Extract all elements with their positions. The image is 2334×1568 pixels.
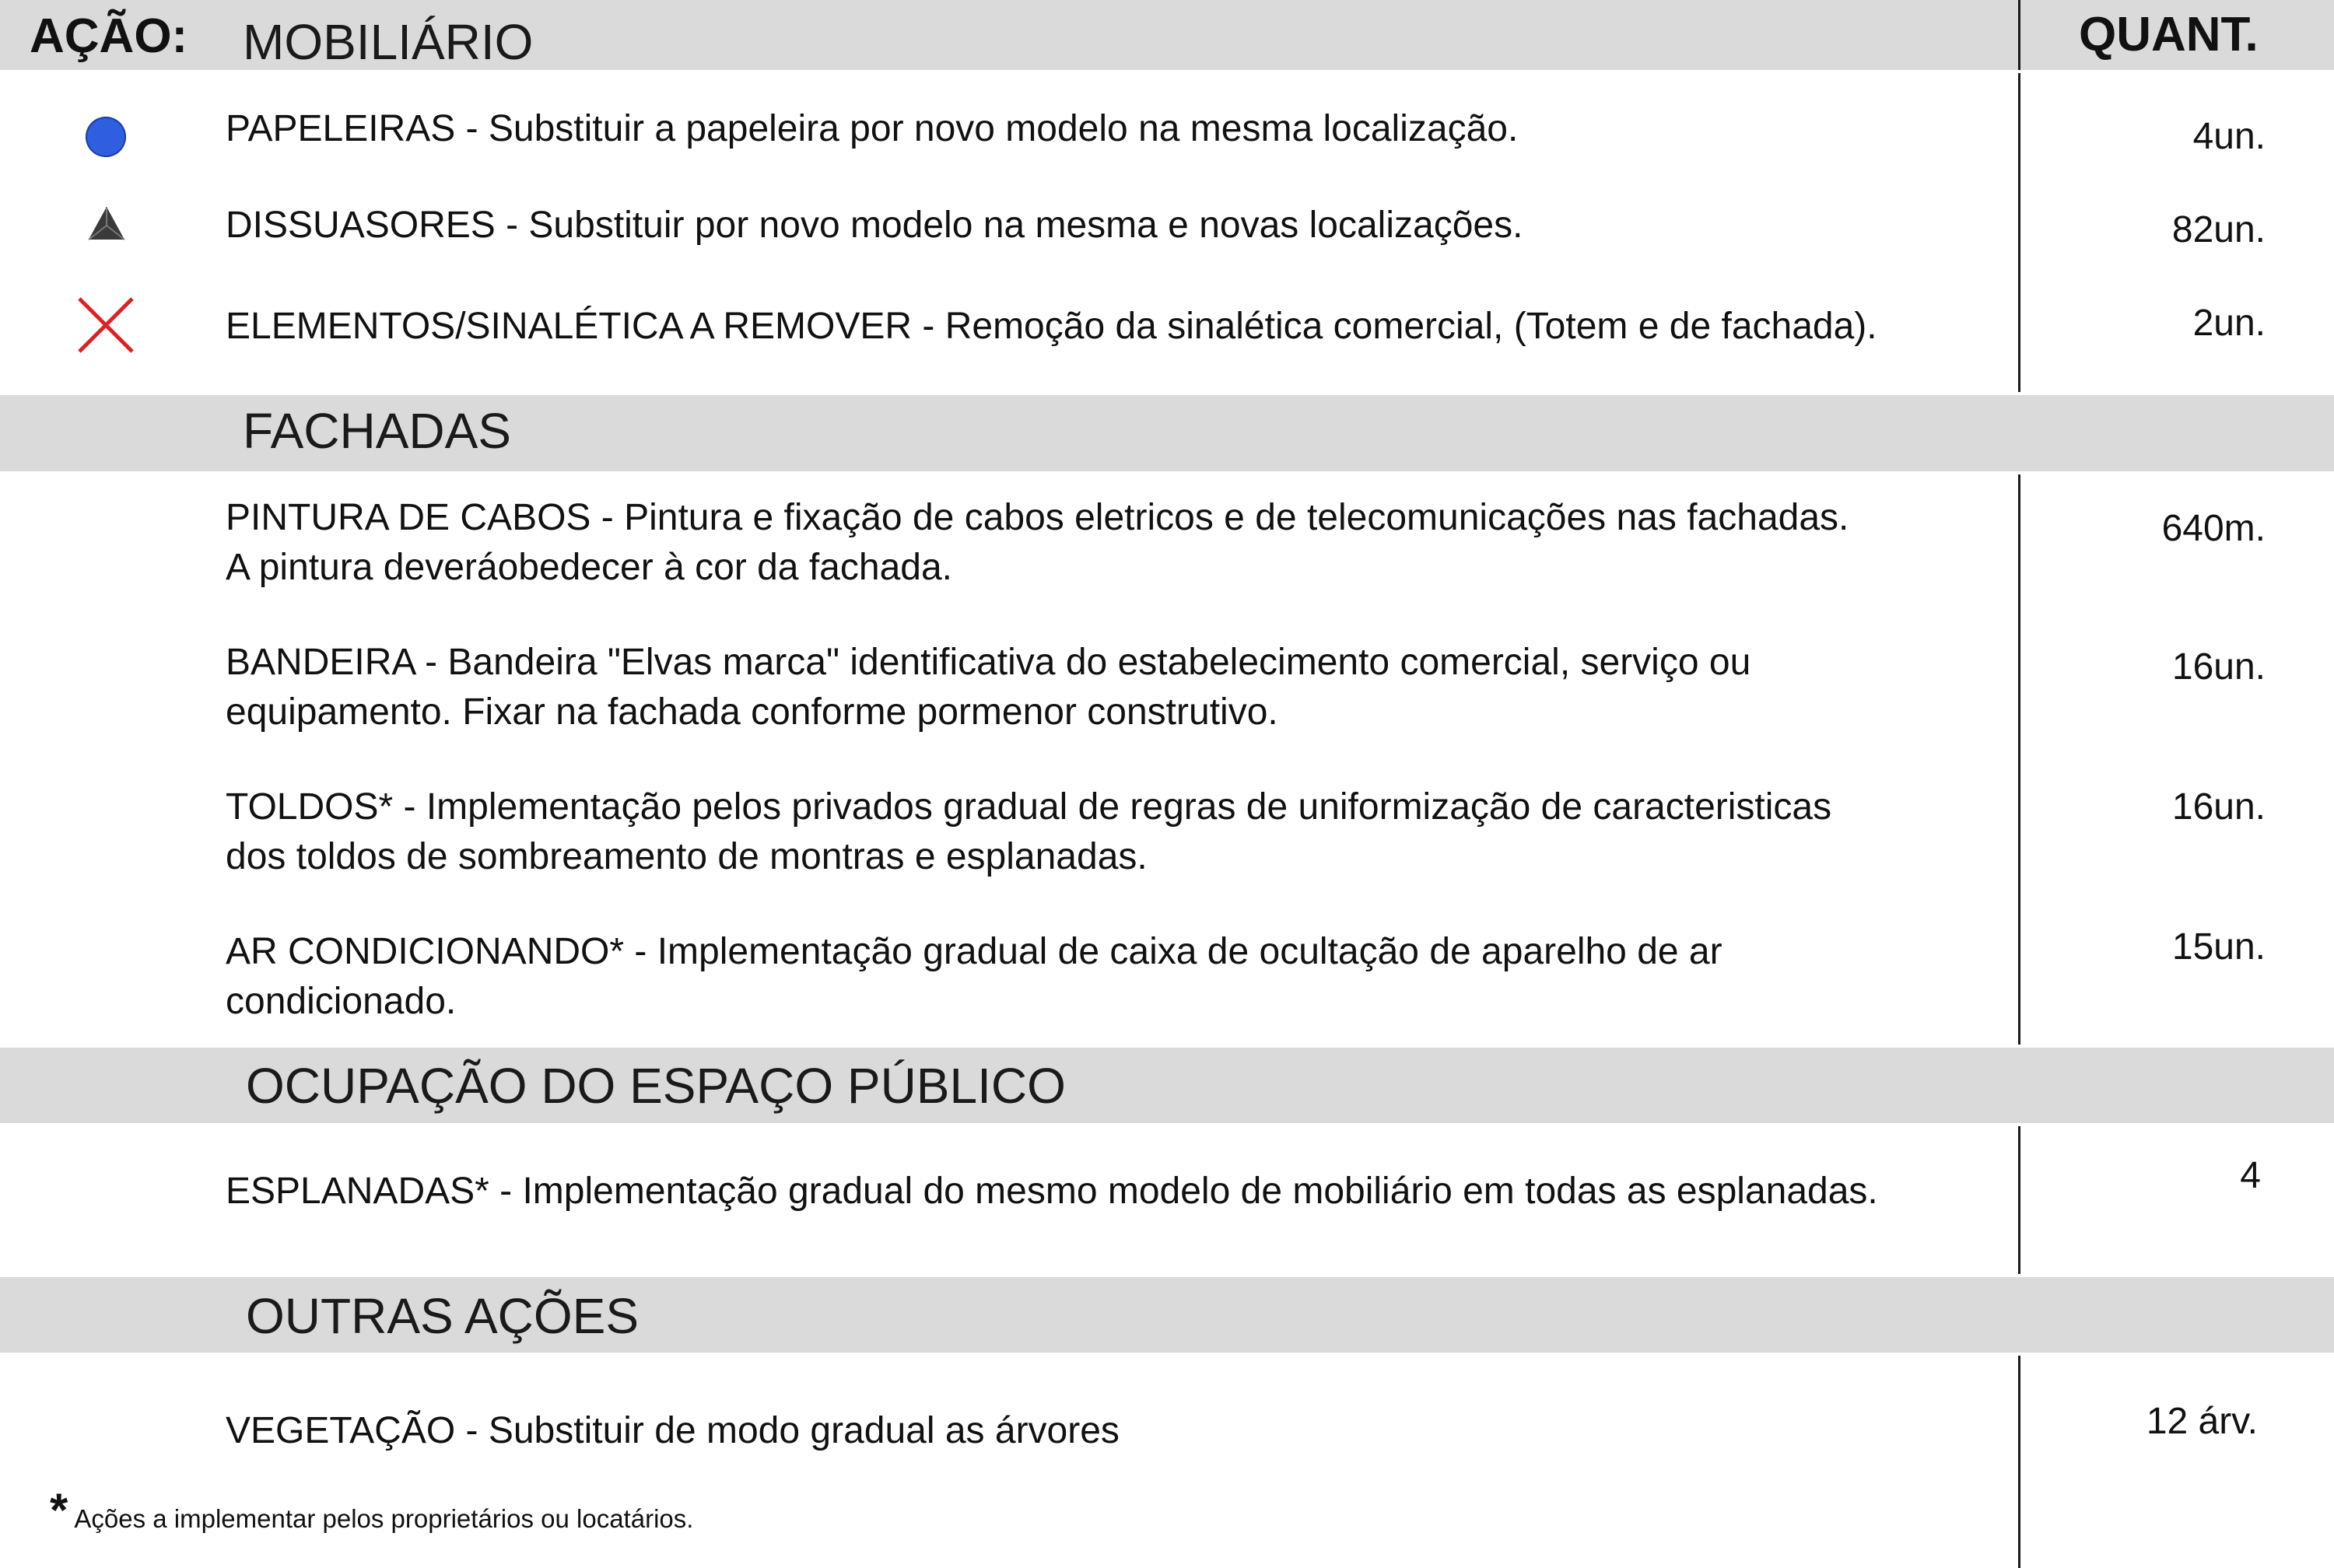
quantity-papeleiras: 4un. xyxy=(2192,116,2266,157)
item-papeleiras xyxy=(226,104,1518,154)
item-vegetacao xyxy=(226,1406,1120,1456)
quantity-esplanadas: 4 xyxy=(2240,1155,2261,1196)
divider-line xyxy=(2018,0,2020,70)
red-x-icon xyxy=(76,296,135,355)
action-label: AÇÃO: xyxy=(30,9,188,63)
item-text-line: DISSUASORES - Substituir por novo modelo na mesma e novas localizações. xyxy=(226,205,1523,246)
item-text-line: AR CONDICIONANDO* - Implementação gradual de caixa de ocultação de aparelho de ar xyxy=(226,931,1722,972)
item-bandeira xyxy=(226,638,1750,737)
quantity-dissuasores: 82un. xyxy=(2171,209,2266,250)
item-text-line: VEGETAÇÃO - Substituir de modo gradual as árvores xyxy=(226,1410,1120,1451)
item-text-line: PINTURA DE CABOS - Pintura e fixação de cabos eletricos e de telecomunicações nas fachadas. xyxy=(226,497,1849,538)
item-elementos-sinaletica xyxy=(226,302,1877,352)
quantity-ar-condicionado: 15un. xyxy=(2171,926,2266,968)
item-text-line: TOLDOS* - Implementação pelos privados gradual de regras de uniformização de caracteristicas xyxy=(226,786,1832,828)
item-esplanadas xyxy=(226,1167,1878,1216)
item-toldos xyxy=(226,782,1831,882)
item-text-line: condicionado. xyxy=(226,981,457,1022)
section-title-ocupacao: OCUPAÇÃO DO ESPAÇO PÚBLICO xyxy=(246,1058,1066,1114)
section-title-fachadas: FACHADAS xyxy=(243,403,511,459)
quantity-pintura-cabos: 640m. xyxy=(2161,508,2266,549)
item-text-line: BANDEIRA - Bandeira "Elvas marca" identificativa do estabelecimento comercial, serviço ou xyxy=(226,642,1751,683)
section-title-outras: OUTRAS AÇÕES xyxy=(246,1288,639,1344)
quantity-bandeira: 16un. xyxy=(2171,646,2266,688)
item-text-line: dos toldos de sombreamento de montras e esplanadas. xyxy=(226,836,1148,877)
footnote-marker: * xyxy=(50,1484,68,1536)
footnote xyxy=(50,1484,694,1536)
quantity-label: QUANT. xyxy=(2079,8,2259,61)
item-text-line: equipamento. Fixar na fachada conforme pormenor construtivo. xyxy=(226,691,1278,733)
section-title-mobiliario: MOBILIÁRIO xyxy=(243,14,534,70)
item-text-line: A pintura deveráobedecer à cor da fachada. xyxy=(226,547,952,588)
item-text-line: ESPLANADAS* - Implementação gradual do mesmo modelo de mobiliário em todas as esplanadas. xyxy=(226,1171,1878,1212)
item-text-line: PAPELEIRAS - Substituir a papeleira por novo modelo na mesma localização. xyxy=(226,108,1519,149)
quantity-vegetacao: 12 árv. xyxy=(2146,1401,2258,1442)
blue-circle-icon xyxy=(86,117,126,157)
divider-line xyxy=(2018,1126,2020,1274)
item-pintura-cabos xyxy=(226,493,1849,593)
divider-line xyxy=(2018,73,2020,392)
item-dissuasores xyxy=(226,201,1523,250)
item-text-line: ELEMENTOS/SINALÉTICA A REMOVER - Remoção da sinalética comercial, (Totem e de fachada). xyxy=(226,306,1877,347)
divider-line xyxy=(2018,1356,2020,1568)
quantity-toldos: 16un. xyxy=(2171,786,2266,828)
item-ar-condicionado xyxy=(226,927,1722,1027)
quantity-elementos-sinaletica: 2un. xyxy=(2192,303,2266,344)
triangle-icon xyxy=(87,205,126,241)
divider-line xyxy=(2018,474,2020,1045)
footnote-text: Ações a implementar pelos proprietários ou locatários. xyxy=(74,1504,694,1533)
